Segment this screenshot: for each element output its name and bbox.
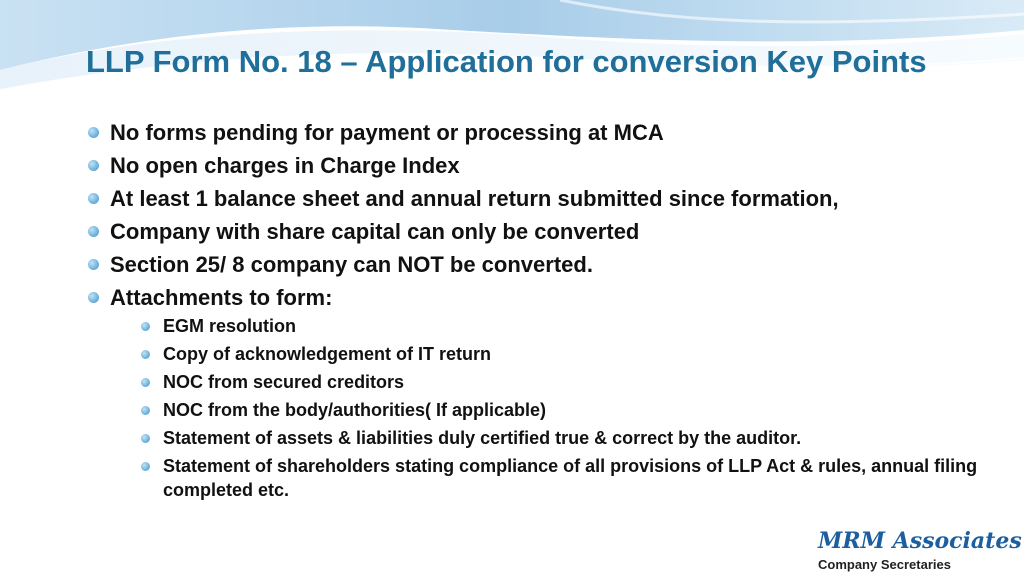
bullet-dot-icon [141,322,150,331]
logo-name: MRM Associates [818,528,1022,554]
bullet-dot-icon [88,226,99,237]
bullet-text: No forms pending for payment or processing at MCA [110,120,664,145]
sub-bullet-text: NOC from the body/authorities( If applicable) [163,400,547,420]
bullet-dot-icon [141,350,150,359]
sub-bullet-text: NOC from secured creditors [163,372,405,392]
bullet-no-open-charges [88,149,988,182]
bullet-dot-icon [141,378,150,387]
bullet-attachments [88,281,988,502]
bullet-balance-sheet [88,182,988,215]
sub-bullet-noc-authorities [141,398,983,422]
sub-bullet-shareholders-statement [141,454,983,502]
logo-tagline: Company Secretaries [818,557,951,572]
bullet-dot-icon [88,193,99,204]
bullet-text: No open charges in Charge Index [110,153,460,178]
bullet-section-25 [88,248,988,281]
sub-bullet-noc-creditors [141,370,983,394]
attachments-sublist [110,314,988,502]
bullet-dot-icon [141,462,150,471]
bullet-no-pending-forms [88,116,988,149]
sub-bullet-text: Statement of assets & liabilities duly certified true & correct by the auditor. [163,428,802,448]
slide-title: LLP Form No. 18 – Application for conversion Key Points [86,44,927,79]
bullet-dot-icon [88,127,99,138]
bullet-text: At least 1 balance sheet and annual return submitted since formation, [110,186,839,211]
sub-bullet-egm-resolution [141,314,983,338]
sub-bullet-it-return [141,342,983,366]
bullet-dot-icon [141,434,150,443]
sub-bullet-text: EGM resolution [163,316,297,336]
bullet-dot-icon [88,292,99,303]
sub-bullet-text: Statement of shareholders stating compliance of all provisions of LLP Act & rules, annual filing completed etc. [163,456,978,500]
bullet-share-capital [88,215,988,248]
bullet-dot-icon [141,406,150,415]
mrm-associates-logo [818,528,1022,572]
key-points-list [88,116,988,506]
bullet-text: Attachments to form: [110,285,333,310]
sub-bullet-text: Copy of acknowledgement of IT return [163,344,492,364]
bullet-text: Company with share capital can only be converted [110,219,640,244]
bullet-dot-icon [88,259,99,270]
bullet-dot-icon [88,160,99,171]
bullet-text: Section 25/ 8 company can NOT be converted. [110,252,593,277]
sub-bullet-assets-statement [141,426,983,450]
